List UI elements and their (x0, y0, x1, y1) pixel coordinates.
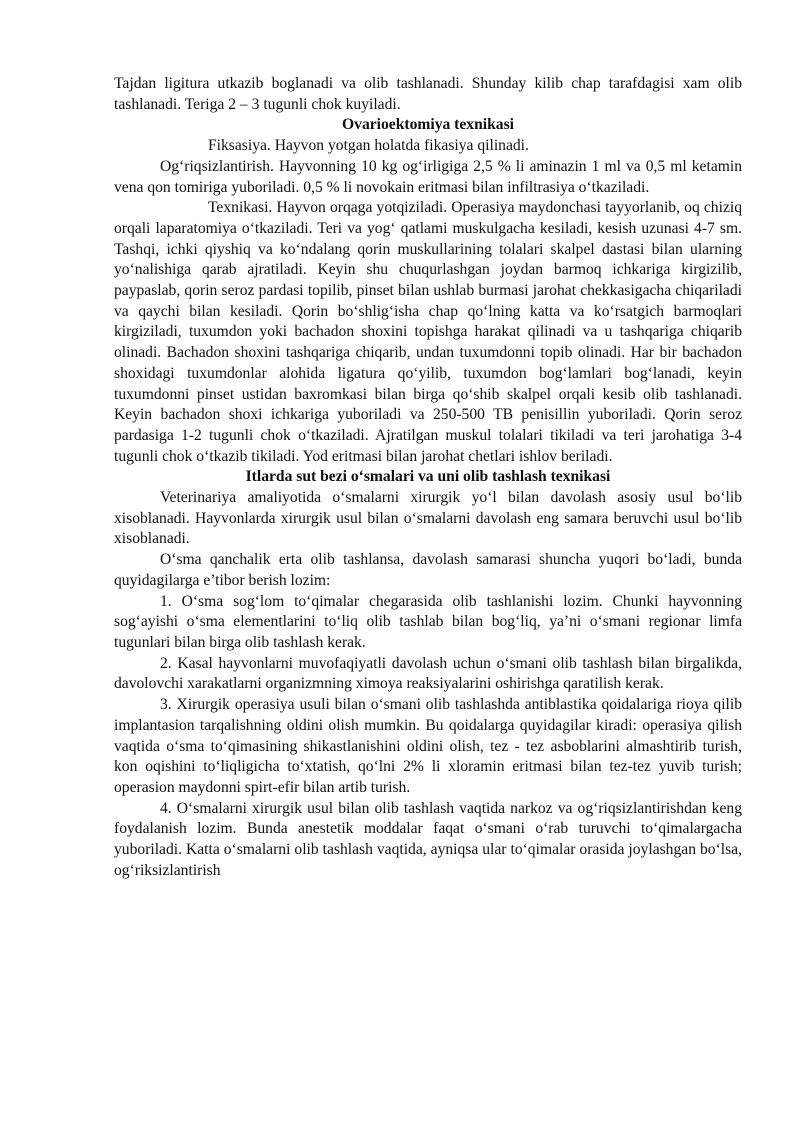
list-item: 2. Kasal hayvonlarni muvofaqiyatli davolash uchun o‘smani olib tashlash bilan birgalikda, davolovchi xarakatlarni organizmning ximoya reaksiyalarini oshirishga qaratilish kerak. (114, 654, 742, 693)
anesthesia-paragraph: Og‘riqsizlantirish. Hayvonning 10 kg og‘irligiga 2,5 % li aminazin 1 ml va 0,5 ml ketamin vena qon tomiriga yuboriladi. 0,5 % li novokain eritmasi bilan infiltrasiya o‘tkaziladi. (114, 157, 742, 196)
list-item: 3. Xirurgik operasiya usuli bilan o‘smani olib tashlashda antiblastika qoidalariga rioya qilib implantasion tarqalishning oldini olish mumkin. Bu qoidalarga quyidagilar kiradi: operasiya qilish vaqtida o‘sma to‘qimasining shikastlanishini oldini olish, tez - tez asboblarini almashtirib turish, kon oqishini to‘liqligicha to‘xtatish, qo‘lni 2% li xloramin eritmasi bilan tez-tez yuvib turish; operasion maydonni spirt-efir bilan artib turish. (114, 696, 742, 796)
section-heading-ovarioectomy: Ovarioektomiya texnikasi (342, 116, 514, 134)
body-paragraph: O‘sma qanchalik erta olib tashlansa, davolash samarasi shuncha yuqori bo‘ladi, bunda quyidagilarga e’tibor berish lozim: (114, 551, 742, 589)
list-item: 1. O‘sma sog‘lom to‘qimalar chegarasida olib tashlanishi lozim. Chunki hayvonning sog‘ayishi o‘sma elementlarini to‘liq olib tashlab bilan bog‘liq, ya’ni o‘smani regionar limfa tugunlari bilan birga olib tashlash kerak. (114, 592, 742, 651)
fixation-paragraph: Fiksasiya. Hayvon yotgan holatda fikasiya qilinadi. (208, 137, 529, 155)
document-page (114, 74, 742, 881)
intro-paragraph: Tajdan ligitura utkazib boglanadi va olib tashlanadi. Shunday kilib chap tarafdagisi xam olib tashlanadi. Teriga 2 – 3 tugunli chok kuyiladi. (114, 75, 742, 113)
list-item: 4. O‘smalarni xirurgik usul bilan olib tashlash vaqtida narkoz va og‘riqsizlantirishdan keng foydalanish lozim. Bunda anestetik moddalar faqat o‘smani o‘rab turuvchi to‘qimalargacha yuboriladi. Katta o‘smalarni olib tashlash vaqtida, ayniqsa ular to‘qimalar orasida joylashgan bo‘lsa, og‘riksizlantirish (114, 799, 742, 879)
section-heading-tumors: Itlarda sut bezi o‘smalari va uni olib tashlash texnikasi (245, 468, 611, 486)
body-paragraph: Veterinariya amaliyotida o‘smalarni xirurgik yo‘l bilan davolash asosiy usul bo‘lib xisoblanadi. Hayvonlarda xirurgik usul bilan o‘smalarni davolash eng samara beruvchi usul bo‘lib xisoblanadi. (114, 489, 742, 548)
technique-paragraph: Texnikasi. Hayvon orqaga yotqiziladi. Operasiya maydonchasi tayyorlanib, oq chiziq orqali laparatomiya o‘tkaziladi. Teri va yog‘ qatlami muskulgacha kesiladi, kesish uzunasi 4-7 sm. Tashqi, ichki qiyshiq va ko‘ndalang qorin muskullarining tolalari skalpel dastasi bilan ularning yo‘nalishiga qarab ajratiladi. Keyin shu chuqurlashgan joydan barmoq ichkariga kirgizilib, paypaslab, qorin seroz pardasi topilib, pinset bilan ushlab burmasi jarohat chekkasigacha chiqariladi va qaychi bilan kesiladi. Qorin bo‘shlig‘isha chap qo‘lning katta va ko‘rsatgich barmoqlari kirgiziladi, tuxumdon yoki bachadon shoxini topishga harakat qilinadi va u tashqariga chiqarib olinadi. Bachadon shoxini tashqariga chiqarib, undan tuxumdonni topib olinadi. Har bir bachadon shoxidagi tuxumdonlar alohida ligatura qo‘yilib, tuxumdon bog‘lamlari bog‘lanadi, keyin tuxumdonni pinset ustidan baxromkasi bilan birga qo‘shib skalpel orqali kesib olib tashlanadi. Keyin bachadon shoxi ichkariga yuboriladi va 250-500 TB penisillin yuboriladi. Qorin seroz pardasiga 1-2 tugunli chok o‘tkaziladi. Ajratilgan muskul tolalari tikiladi va teri jarohatiga 3-4 tugunli chok o‘tkazib tikiladi. Yod eritmasi bilan jarohat chetlari ishlov beriladi. (114, 199, 742, 465)
